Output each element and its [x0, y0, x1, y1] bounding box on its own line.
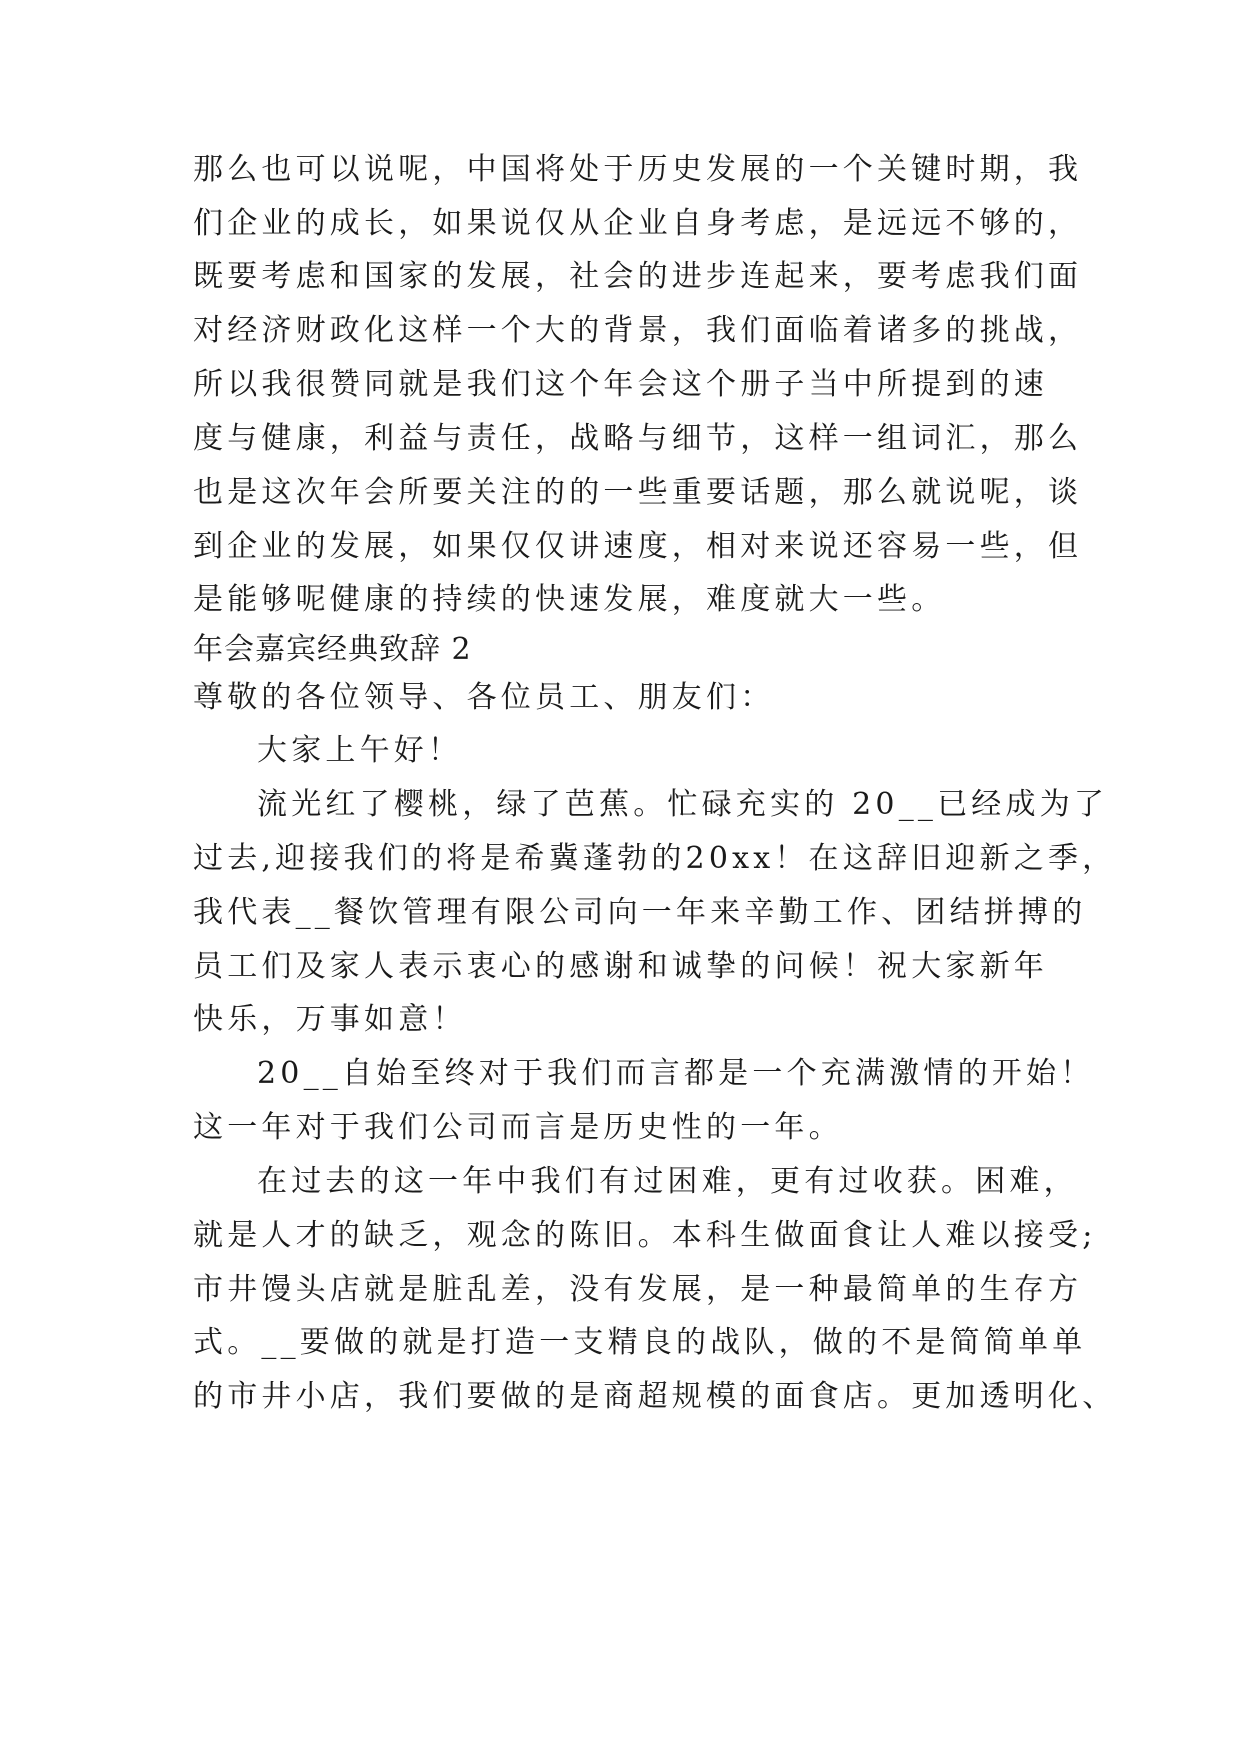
body-text-line: 员工们及家人表示衷心的感谢和诚挚的问候！祝大家新年	[193, 949, 1048, 984]
body-text-line: 过去,迎接我们的将是希冀蓬勃的20xx！在这辞旧迎新之季，	[193, 841, 1117, 876]
body-text-line: 也是这次年会所要关注的的一些重要话题，那么就说呢，谈	[193, 475, 1083, 510]
salutation: 尊敬的各位领导、各位员工、朋友们：	[193, 680, 775, 715]
body-text-line: 度与健康，利益与责任，战略与细节，这样一组词汇，那么	[193, 421, 1083, 456]
body-text-line: 所以我很赞同就是我们这个年会这个册子当中所提到的速	[193, 367, 1048, 402]
body-text-line: 是能够呢健康的持续的快速发展，难度就大一些。	[193, 582, 946, 617]
body-text-line: 对经济财政化这样一个大的背景，我们面临着诸多的挑战，	[193, 313, 1083, 348]
body-text-line: 在过去的这一年中我们有过困难，更有过收获。困难，	[257, 1164, 1078, 1199]
body-text-line: 的市井小店，我们要做的是商超规模的面食店。更加透明化、	[193, 1379, 1117, 1414]
body-text-line: 那么也可以说呢，中国将处于历史发展的一个关键时期，我	[193, 152, 1083, 187]
body-text-line: 们企业的成长，如果说仅从企业自身考虑，是远远不够的，	[193, 206, 1083, 241]
section-title: 年会嘉宾经典致辞 2	[193, 632, 472, 667]
body-text-line: 流光红了樱桃，绿了芭蕉。忙碌充实的 20__已经成为了	[257, 787, 1109, 822]
body-text-line: 快乐，万事如意！	[193, 1002, 467, 1037]
body-text-line: 就是人才的缺乏，观念的陈旧。本科生做面食让人难以接受;	[193, 1218, 1097, 1253]
body-text-line: 这一年对于我们公司而言是历史性的一年。	[193, 1110, 843, 1145]
body-text-line: 我代表__餐饮管理有限公司向一年来辛勤工作、团结拼搏的	[193, 895, 1087, 930]
body-text-line: 到企业的发展，如果仅仅讲速度，相对来说还容易一些，但	[193, 529, 1083, 564]
body-text-line: 市井馒头店就是脏乱差，没有发展，是一种最简单的生存方	[193, 1272, 1083, 1307]
greeting: 大家上午好！	[257, 733, 463, 768]
body-text-line: 既要考虑和国家的发展，社会的进步连起来，要考虑我们面	[193, 259, 1083, 294]
body-text-line: 式。__要做的就是打造一支精良的战队，做的不是简简单单	[193, 1325, 1087, 1360]
body-text-line: 20__自始至终对于我们而言都是一个充满激情的开始！	[257, 1056, 1095, 1091]
